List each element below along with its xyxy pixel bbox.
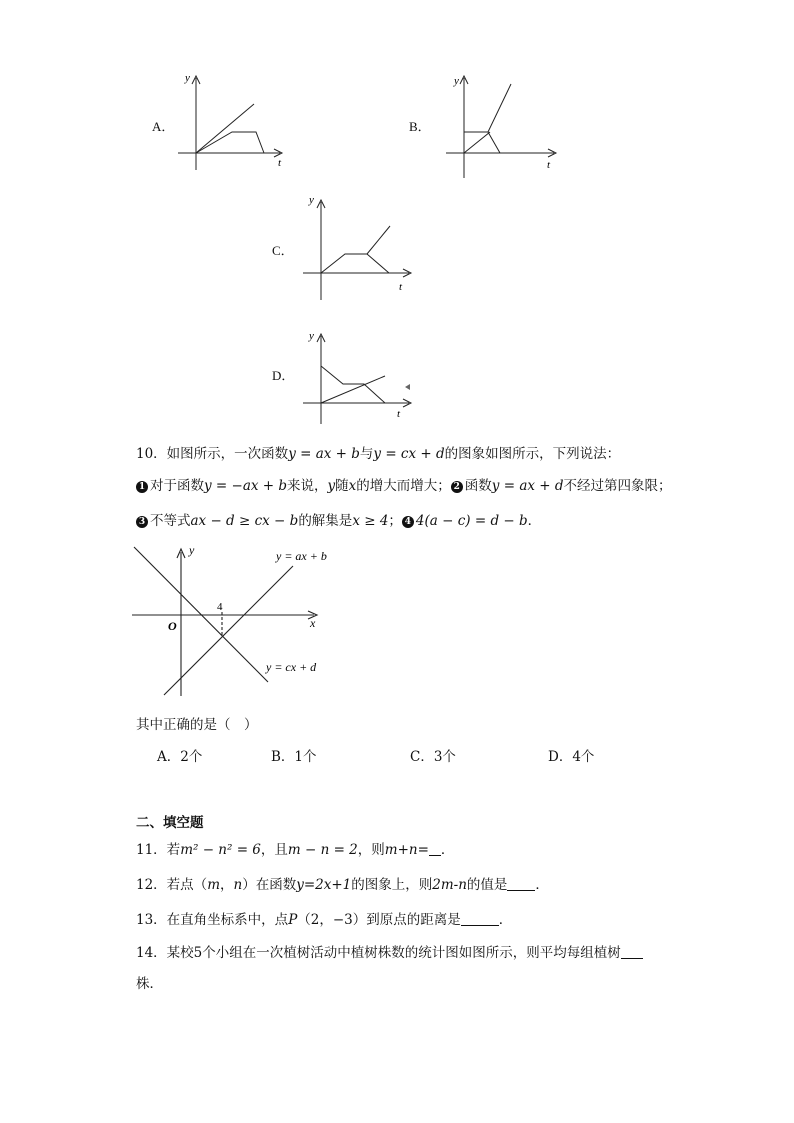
circle-number-1: 1: [136, 481, 148, 493]
option-c-label: C．: [272, 243, 294, 258]
q10-option-a[interactable]: A．2个: [157, 749, 203, 765]
t-axis-label: t: [399, 281, 403, 293]
q13: 13．在直角坐标系中，点P（2，−3）到原点的距离是 ．: [136, 912, 513, 928]
option-c-graph: [297, 190, 419, 302]
q10-statements-1-2: 1 对于函数y = −ax + b来说，y随x的增大而增大； 2 函数y = ax + d不经过第四象限；: [136, 474, 672, 494]
option-d-graph: [297, 326, 419, 426]
t-axis-label: t: [397, 408, 401, 420]
option-d-label: D．: [272, 368, 295, 383]
answer-blank[interactable]: [507, 878, 535, 891]
graph-origin-label: O: [168, 619, 177, 633]
answer-blank[interactable]: [429, 843, 441, 856]
q10-function-graph: [128, 540, 343, 700]
answer-blank[interactable]: [621, 946, 643, 959]
option-a-graph: [172, 66, 292, 176]
line-label-cx-d: y = cx + d: [266, 660, 317, 674]
circle-number-4: 4: [402, 516, 414, 528]
y-axis-label: y: [454, 75, 459, 87]
y-axis-label: y: [309, 194, 314, 206]
option-b-label: B．: [409, 119, 431, 134]
circle-number-2: 2: [451, 481, 463, 493]
q10-option-b[interactable]: B．1个: [271, 749, 317, 765]
q12: 12．若点（m，n）在函数y=2x+1的图象上，则2m-n的值是 ．: [136, 877, 549, 893]
option-b-graph: [440, 66, 565, 180]
t-axis-label: t: [547, 159, 551, 171]
line-label-ax-b: y = ax + b: [276, 549, 327, 563]
circle-number-3: 3: [136, 516, 148, 528]
y-axis-label: y: [185, 72, 190, 84]
answer-blank[interactable]: [461, 913, 499, 926]
y-axis-label: y: [309, 330, 314, 342]
q14-line2: 株．: [136, 976, 163, 992]
arrow-mark-icon: [404, 383, 412, 391]
q10-option-c[interactable]: C．3个: [410, 749, 456, 765]
option-a-label: A．: [152, 119, 175, 134]
q14-line1: 14．某校5个小组在一次植树活动中植树株数的统计图如图所示，则平均每组植树: [136, 941, 643, 961]
graph-y-label: y: [189, 543, 195, 557]
q10-line1: 10．如图所示，一次函数y = ax + b与y = cx + d的图象如图所示，下列说法：: [136, 446, 621, 462]
graph-tick-4: 4: [217, 601, 223, 613]
q10-option-d[interactable]: D．4个: [548, 749, 595, 765]
q11: 11．若m² − n² = 6，且m − n = 2，则m+n= ．: [136, 842, 455, 858]
graph-x-label: x: [310, 616, 316, 630]
section-title: 二、填空题: [136, 815, 204, 831]
q10-question: 其中正确的是（ ）: [136, 717, 258, 733]
t-axis-label: t: [278, 157, 282, 169]
q10-statements-3-4: 3 不等式ax − d ≥ cx − b的解集是x ≥ 4； 4 4(a − c) = d − b．: [136, 509, 541, 529]
